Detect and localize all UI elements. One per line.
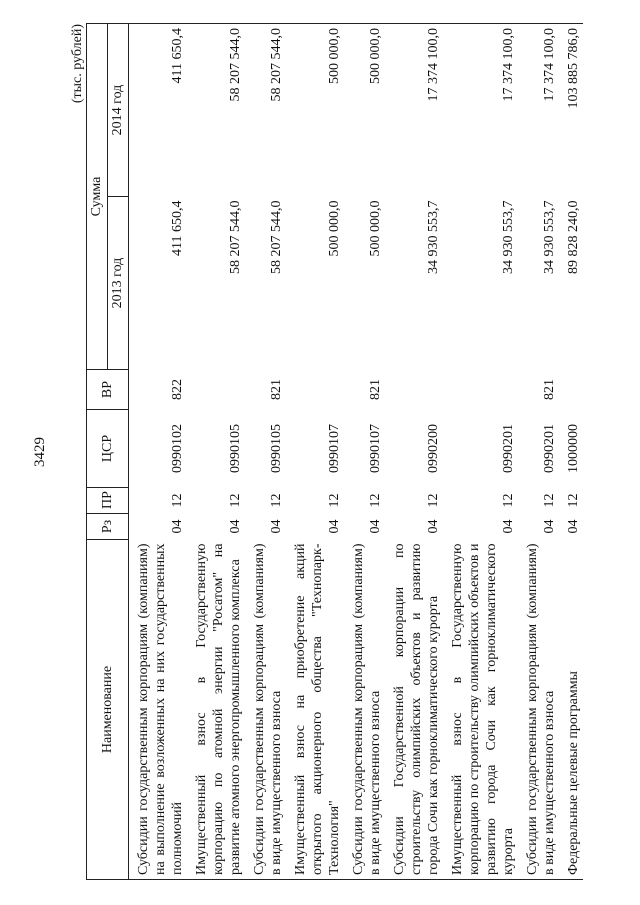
row-pr: 12 — [170, 493, 185, 508]
table-row — [559, 24, 583, 880]
row-name: Федеральные целевые программы — [559, 540, 583, 880]
rotated-document-page — [20, 12, 630, 892]
row-2013: 411 650,4 — [170, 200, 185, 256]
row-pr: 12 — [501, 493, 516, 508]
row-pr: 12 — [368, 493, 383, 508]
row-vr: 821 — [542, 379, 557, 400]
row-name: Имущественный взнос в Государственную корпорацию по строительству олимпийских объектов и развитию города Сочи как горноклиматического курорта — [443, 540, 518, 880]
row-2013: 58 207 544,0 — [269, 200, 284, 274]
header-vr: ВР — [87, 370, 129, 410]
row-2013: 500 000,0 — [327, 200, 342, 257]
table-row — [245, 24, 286, 880]
row-2014: 500 000,0 — [344, 24, 385, 197]
row-csr: 0990201 — [542, 424, 557, 473]
row-pr: 12 — [566, 493, 581, 508]
table-row — [344, 24, 385, 880]
header-sum: Сумма — [87, 24, 108, 370]
row-name: Субсидии государственным корпорациям (компаниям) в виде имущественного взноса — [518, 540, 559, 880]
row-vr — [385, 370, 443, 410]
row-2014: 58 207 544,0 — [187, 24, 245, 197]
budget-table — [86, 23, 583, 880]
row-name: Субсидии государственным корпорациям (компаниям) на выполнение возложенных на них государственных полномочий — [129, 540, 188, 880]
row-csr: 0990105 — [269, 424, 284, 473]
table-row — [385, 24, 443, 880]
row-rz: 04 — [426, 519, 441, 534]
row-csr: 0990107 — [368, 424, 383, 473]
row-2014: 411 650,4 — [129, 24, 188, 197]
row-2013: 34 930 553,7 — [501, 200, 516, 274]
row-rz: 04 — [566, 519, 581, 534]
header-csr: ЦСР — [87, 410, 129, 488]
header-name: Наименование — [87, 540, 129, 880]
page-number: 3429 — [32, 437, 48, 467]
row-pr: 12 — [327, 493, 342, 508]
row-2014: 58 207 544,0 — [245, 24, 286, 197]
row-pr: 12 — [426, 493, 441, 508]
row-vr: 822 — [170, 379, 185, 400]
row-rz: 04 — [228, 519, 243, 534]
row-2013: 500 000,0 — [368, 200, 383, 257]
row-pr: 12 — [228, 493, 243, 508]
row-rz: 04 — [501, 519, 516, 534]
table-row — [129, 24, 188, 880]
row-vr — [286, 370, 344, 410]
row-vr: 821 — [269, 379, 284, 400]
row-csr: 1000000 — [566, 424, 581, 473]
row-name: Субсидии государственным корпорациям (компаниям) в виде имущественного взноса — [344, 540, 385, 880]
row-name: Имущественный взнос на приобретение акций открытого акционерного общества "Технопарк-Технология" — [286, 540, 344, 880]
header-year-2013: 2013 год — [108, 197, 129, 370]
row-name: Субсидии Государственной корпорации по строительству олимпийских объектов и развитию города Сочи как горноклиматического курорта — [385, 540, 443, 880]
row-rz: 04 — [368, 519, 383, 534]
row-2014: 17 374 100,0 — [443, 24, 518, 197]
row-2014: 103 885 786,0 — [559, 24, 583, 197]
table-row — [286, 24, 344, 880]
table-row — [518, 24, 559, 880]
header-year-2014: 2014 год — [108, 24, 129, 197]
row-2014: 17 374 100,0 — [518, 24, 559, 197]
row-csr: 0990102 — [170, 424, 185, 473]
table-row — [443, 24, 518, 880]
row-2014: 17 374 100,0 — [385, 24, 443, 197]
row-name: Субсидии государственным корпорациям (компаниям) в виде имущественного взноса — [245, 540, 286, 880]
row-pr: 12 — [542, 493, 557, 508]
row-vr — [443, 370, 518, 410]
row-rz: 04 — [542, 519, 557, 534]
row-rz: 04 — [269, 519, 284, 534]
header-rz: Рз — [87, 514, 129, 540]
table-row — [187, 24, 245, 880]
row-2013: 34 930 553,7 — [542, 200, 557, 274]
row-name: Имущественный взнос в Государственную корпорацию по атомной энергии "Росатом" на развитие атомного энергопромышленного комплекса — [187, 540, 245, 880]
row-rz: 04 — [170, 519, 185, 534]
row-rz: 04 — [327, 519, 342, 534]
row-2013: 89 828 240,0 — [566, 200, 581, 274]
row-csr: 0990107 — [327, 424, 342, 473]
header-pr: ПР — [87, 488, 129, 514]
row-vr: 821 — [368, 379, 383, 400]
row-2013: 34 930 553,7 — [426, 200, 441, 274]
row-vr — [559, 370, 583, 410]
row-csr: 0990105 — [228, 424, 243, 473]
row-csr: 0990200 — [426, 424, 441, 473]
header-row-top — [87, 24, 108, 880]
row-vr — [187, 370, 245, 410]
row-2014: 500 000,0 — [286, 24, 344, 197]
row-2013: 58 207 544,0 — [228, 200, 243, 274]
units-note: (тыс. рублей) — [70, 24, 85, 104]
row-pr: 12 — [269, 493, 284, 508]
row-csr: 0990201 — [501, 424, 516, 473]
